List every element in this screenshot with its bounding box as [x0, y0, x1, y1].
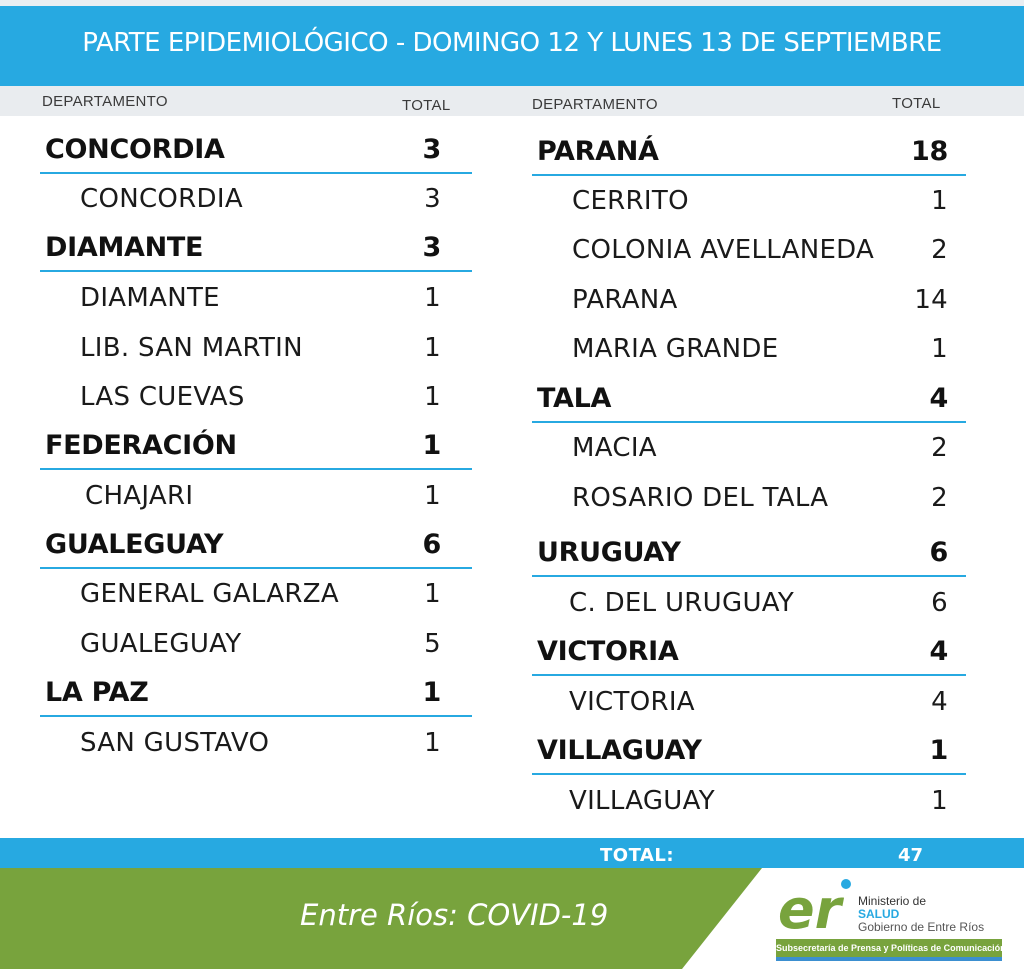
- ministerio-gobierno: Gobierno de Entre Ríos: [858, 920, 985, 934]
- department-name: GUALEGUAY: [45, 529, 224, 560]
- department-name: LA PAZ: [45, 677, 149, 708]
- locality-row-colonia-avellaneda: [532, 232, 966, 268]
- locality-row-cerrito: [532, 183, 966, 219]
- department-row-victoria: [532, 634, 966, 670]
- locality-total: 2: [931, 433, 948, 463]
- locality-name: CHAJARI: [85, 481, 194, 511]
- department-total: 3: [422, 134, 441, 165]
- locality-name: CERRITO: [572, 186, 689, 216]
- ministry-text: [858, 895, 984, 934]
- header-bar: [0, 6, 1024, 86]
- locality-total: 5: [424, 629, 441, 659]
- department-row-diamante: [40, 230, 472, 266]
- locality-total: 1: [424, 333, 441, 363]
- locality-row-concordia: [40, 181, 472, 217]
- page-title: PARTE EPIDEMIOLÓGICO - DOMINGO 12 Y LUNES 13 DE SEPTIEMBRE: [82, 28, 942, 58]
- footer-caption: Entre Ríos: COVID-19: [300, 898, 609, 932]
- department-total: 3: [422, 232, 441, 263]
- department-underline: [532, 421, 966, 423]
- department-name: PARANÁ: [537, 136, 659, 167]
- department-row-concordia: [40, 132, 472, 168]
- locality-total: 1: [931, 186, 948, 216]
- locality-name: LIB. SAN MARTIN: [80, 333, 303, 363]
- locality-row-chajari: [40, 478, 472, 514]
- locality-name: C. DEL URUGUAY: [569, 588, 795, 618]
- ministry-logo-icon: [776, 876, 856, 936]
- locality-row-lib-san-martin: [40, 330, 472, 366]
- locality-total: 1: [424, 283, 441, 313]
- locality-row-diamante: [40, 280, 472, 316]
- right-total-header: TOTAL: [892, 95, 941, 112]
- left-department-header: DEPARTAMENTO: [42, 93, 168, 110]
- locality-row-las-cuevas: [40, 379, 472, 415]
- locality-row-macia: [532, 430, 966, 466]
- locality-total: 1: [931, 786, 948, 816]
- locality-name: VILLAGUAY: [569, 786, 715, 816]
- department-underline: [532, 674, 966, 676]
- department-row-uruguay: [532, 535, 966, 571]
- total-value: 47: [898, 845, 924, 866]
- department-row-parana: [532, 134, 966, 170]
- locality-name: VICTORIA: [569, 687, 695, 717]
- department-name: VILLAGUAY: [537, 735, 702, 766]
- department-underline: [532, 773, 966, 775]
- locality-name: CONCORDIA: [80, 184, 243, 214]
- locality-total: 3: [424, 184, 441, 214]
- locality-total: 1: [424, 579, 441, 609]
- locality-total: 6: [931, 588, 948, 618]
- locality-name: MACIA: [572, 433, 657, 463]
- department-total: 1: [422, 677, 441, 708]
- department-name: TALA: [537, 383, 612, 414]
- locality-name: GUALEGUAY: [80, 629, 242, 659]
- ministerio-line1: Ministerio de: [858, 894, 927, 908]
- department-underline: [40, 270, 472, 272]
- department-name: URUGUAY: [537, 537, 681, 568]
- total-bar: [0, 838, 1024, 868]
- department-row-federacion: [40, 428, 472, 464]
- locality-row-gualeguay: [40, 626, 472, 662]
- locality-row-villaguay: [532, 783, 966, 819]
- locality-total: 1: [424, 481, 441, 511]
- locality-name: PARANA: [572, 285, 678, 315]
- locality-row-rosario-del-tala: [532, 480, 966, 516]
- locality-row-maria-grande: [532, 331, 966, 367]
- department-total: 4: [929, 383, 948, 414]
- total-label: TOTAL:: [600, 845, 675, 866]
- locality-name: DIAMANTE: [80, 283, 220, 313]
- locality-name: MARIA GRANDE: [572, 334, 779, 364]
- locality-row-san-gustavo: [40, 725, 472, 761]
- left-total-header: TOTAL: [402, 97, 451, 114]
- department-name: DIAMANTE: [45, 232, 204, 263]
- department-underline: [40, 468, 472, 470]
- locality-name: COLONIA AVELLANEDA: [572, 235, 875, 265]
- locality-row-c-del-uruguay: [532, 585, 966, 621]
- locality-row-general-galarza: [40, 576, 472, 612]
- locality-name: LAS CUEVAS: [80, 382, 245, 412]
- department-total: 6: [929, 537, 948, 568]
- department-row-la-paz: [40, 675, 472, 711]
- ministerio-salud: SALUD: [858, 907, 900, 921]
- department-total: 1: [929, 735, 948, 766]
- locality-total: 2: [931, 483, 948, 513]
- locality-row-victoria: [532, 684, 966, 720]
- locality-total: 1: [931, 334, 948, 364]
- department-name: CONCORDIA: [45, 134, 225, 165]
- department-total: 18: [911, 136, 948, 167]
- locality-total: 2: [931, 235, 948, 265]
- department-underline: [532, 174, 966, 176]
- svg-text:er: er: [778, 878, 842, 936]
- bottom-strip: [776, 957, 1002, 961]
- department-row-villaguay: [532, 733, 966, 769]
- locality-total: 14: [914, 285, 948, 315]
- subsecretaria-label: Subsecretaría de Prensa y Políticas de Comunicación: [776, 939, 1002, 957]
- department-underline: [40, 567, 472, 569]
- department-underline: [532, 575, 966, 577]
- right-department-header: DEPARTAMENTO: [532, 96, 658, 113]
- department-row-gualeguay: [40, 527, 472, 563]
- department-underline: [40, 172, 472, 174]
- locality-total: 1: [424, 382, 441, 412]
- locality-total: 4: [931, 687, 948, 717]
- department-name: VICTORIA: [537, 636, 679, 667]
- department-underline: [40, 715, 472, 717]
- department-total: 4: [929, 636, 948, 667]
- locality-name: ROSARIO DEL TALA: [572, 483, 829, 513]
- locality-total: 1: [424, 728, 441, 758]
- locality-name: SAN GUSTAVO: [80, 728, 270, 758]
- locality-name: GENERAL GALARZA: [80, 579, 339, 609]
- department-total: 1: [422, 430, 441, 461]
- department-name: FEDERACIÓN: [45, 430, 237, 461]
- department-row-tala: [532, 381, 966, 417]
- department-total: 6: [422, 529, 441, 560]
- locality-row-parana: [532, 282, 966, 318]
